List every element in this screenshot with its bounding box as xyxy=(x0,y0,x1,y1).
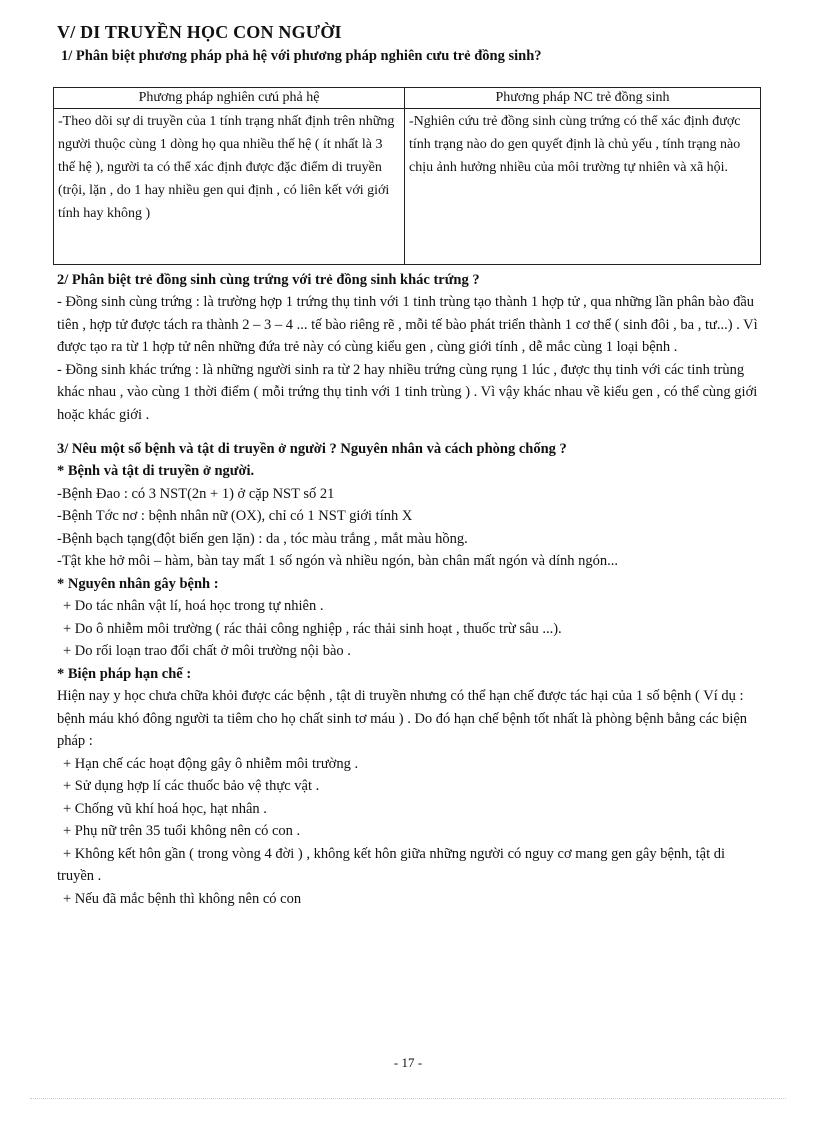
table-cell-pedigree: -Theo dõi sự di truyền của 1 tính trạng nhất định trên những người thuộc cùng 1 dòng họ qua nhiều thế hệ ( ít nhất là 3 thế hệ ), người ta có thể xác định được đặc điểm di truyền (trội, lặn , do 1 hay nhiều gen qui định , có liên kết với giới tính hay không ) xyxy=(54,109,405,265)
table-header-row xyxy=(54,88,761,109)
table-header-pedigree: Phương pháp nghiên cưú phả hệ xyxy=(54,88,405,109)
page-number: - 17 - xyxy=(393,1055,423,1070)
comparison-table xyxy=(53,87,761,265)
list-item: -Bệnh bạch tạng(đột biến gen lặn) : da , tóc màu trắng , mắt màu hồng. xyxy=(57,530,468,547)
list-item: + Nếu đã mắc bệnh thì không nên có con xyxy=(63,890,302,907)
list-item: -Bệnh Tớc nơ : bệnh nhân nữ (OX), chỉ có 1 NST giới tính X xyxy=(57,508,413,524)
causes-heading: * Nguyên nhân gây bệnh : xyxy=(57,575,219,592)
question-2-heading: 2/ Phân biệt trẻ đồng sinh cùng trứng với trẻ đồng sinh khác trứng ? xyxy=(57,272,480,288)
footer-divider xyxy=(30,1098,786,1099)
document-page xyxy=(57,22,763,910)
question-3-heading: 3/ Nêu một số bệnh và tật di truyền ở người ? Nguyên nhân và cách phòng chống ? xyxy=(57,441,567,457)
list-item: -Bệnh Đao : có 3 NST(2n + 1) ở cặp NST số 21 xyxy=(57,485,335,502)
list-item: + Không kết hôn gần ( trong vòng 4 đời ) , không kết hôn giữa những người có nguy cơ mang gen gây bệnh, tật di truyền . xyxy=(57,845,726,884)
prevention-heading: * Biện pháp hạn chế : xyxy=(57,665,192,682)
diseases-heading: * Bệnh và tật di truyền ở người. xyxy=(57,463,255,479)
list-item: + Phụ nữ trên 35 tuổi không nên có con . xyxy=(63,823,301,839)
list-item: + Do rối loạn trao đổi chất ở môi trường nội bào . xyxy=(63,643,351,659)
list-item: -Tật khe hở môi – hàm, bàn tay mất 1 số ngón và nhiều ngón, bàn chân mất ngón và dính ngón... xyxy=(57,553,618,569)
list-item: + Hạn chế các hoạt động gây ô nhiễm môi trường . xyxy=(63,755,359,772)
list-item: + Do ô nhiễm môi trường ( rác thải công nghiệp , rác thải sinh hoạt , thuốc trừ sâu ...). xyxy=(63,620,562,637)
list-item: + Sử dụng hợp lí các thuốc bảo vệ thực vật . xyxy=(63,778,320,794)
paragraph-fraternal-twins: - Đồng sinh khác trứng : là những người sinh ra từ 2 hay nhiều trứng cùng rụng 1 lúc , được thụ tinh với các tinh trùng khác nhau , vào cùng 1 thời điểm ( mỗi trứng thụ tinh với 1 tinh trùng ) . Vì vậy khác nhau về kiểu gen , có thể cùng giới hoặc khác giới . xyxy=(57,361,758,423)
table-cell-twins: -Nghiên cứu trẻ đồng sinh cùng trứng có thể xác định được tính trạng nào do gen quyết định là chủ yếu , tính trạng nào chịu ảnh hưởng nhiều của môi trường tự nhiên và xã hội. xyxy=(405,109,761,265)
table-header-twins: Phương pháp NC trẻ đồng sinh xyxy=(405,88,761,109)
paragraph-identical-twins: - Đồng sinh cùng trứng : là trường hợp 1 trứng thụ tinh với 1 tinh trùng tạo thành 1 hợp tử , qua những lần phân bào đầu tiên , hợp tử được tách ra thành 2 – 3 – 4 ... tế bào riêng rẽ , mỗi tế bào phát triển thành 1 cơ thể ( sinh đôi , ba , tư...) . Vì được tạo ra từ 1 hợp tử nên những đứa trẻ này có cùng kiểu gen , cùng giới tính , dễ mắc cùng 1 loại bệnh . xyxy=(57,294,758,355)
question-1-heading: 1/ Phân biệt phương pháp phả hệ với phương pháp nghiên cưu trẻ đồng sinh? xyxy=(61,48,542,64)
prevention-intro: Hiện nay y học chưa chữa khỏi được các bệnh , tật di truyền nhưng có thể hạn chế được tác hại của 1 số bệnh ( Ví dụ : bệnh máu khó đông người ta tiêm cho họ chất sinh tơ máu ) . Do đó hạn chế bệnh tốt nhất là phòng bệnh bằng các biện pháp : xyxy=(57,688,748,749)
section-title: V/ DI TRUYỀN HỌC CON NGƯỜI xyxy=(57,22,342,42)
table-row xyxy=(54,109,761,265)
list-item: + Chống vũ khí hoá học, hạt nhân . xyxy=(63,800,267,817)
list-item: + Do tác nhân vật lí, hoá học trong tự nhiên . xyxy=(63,598,324,614)
